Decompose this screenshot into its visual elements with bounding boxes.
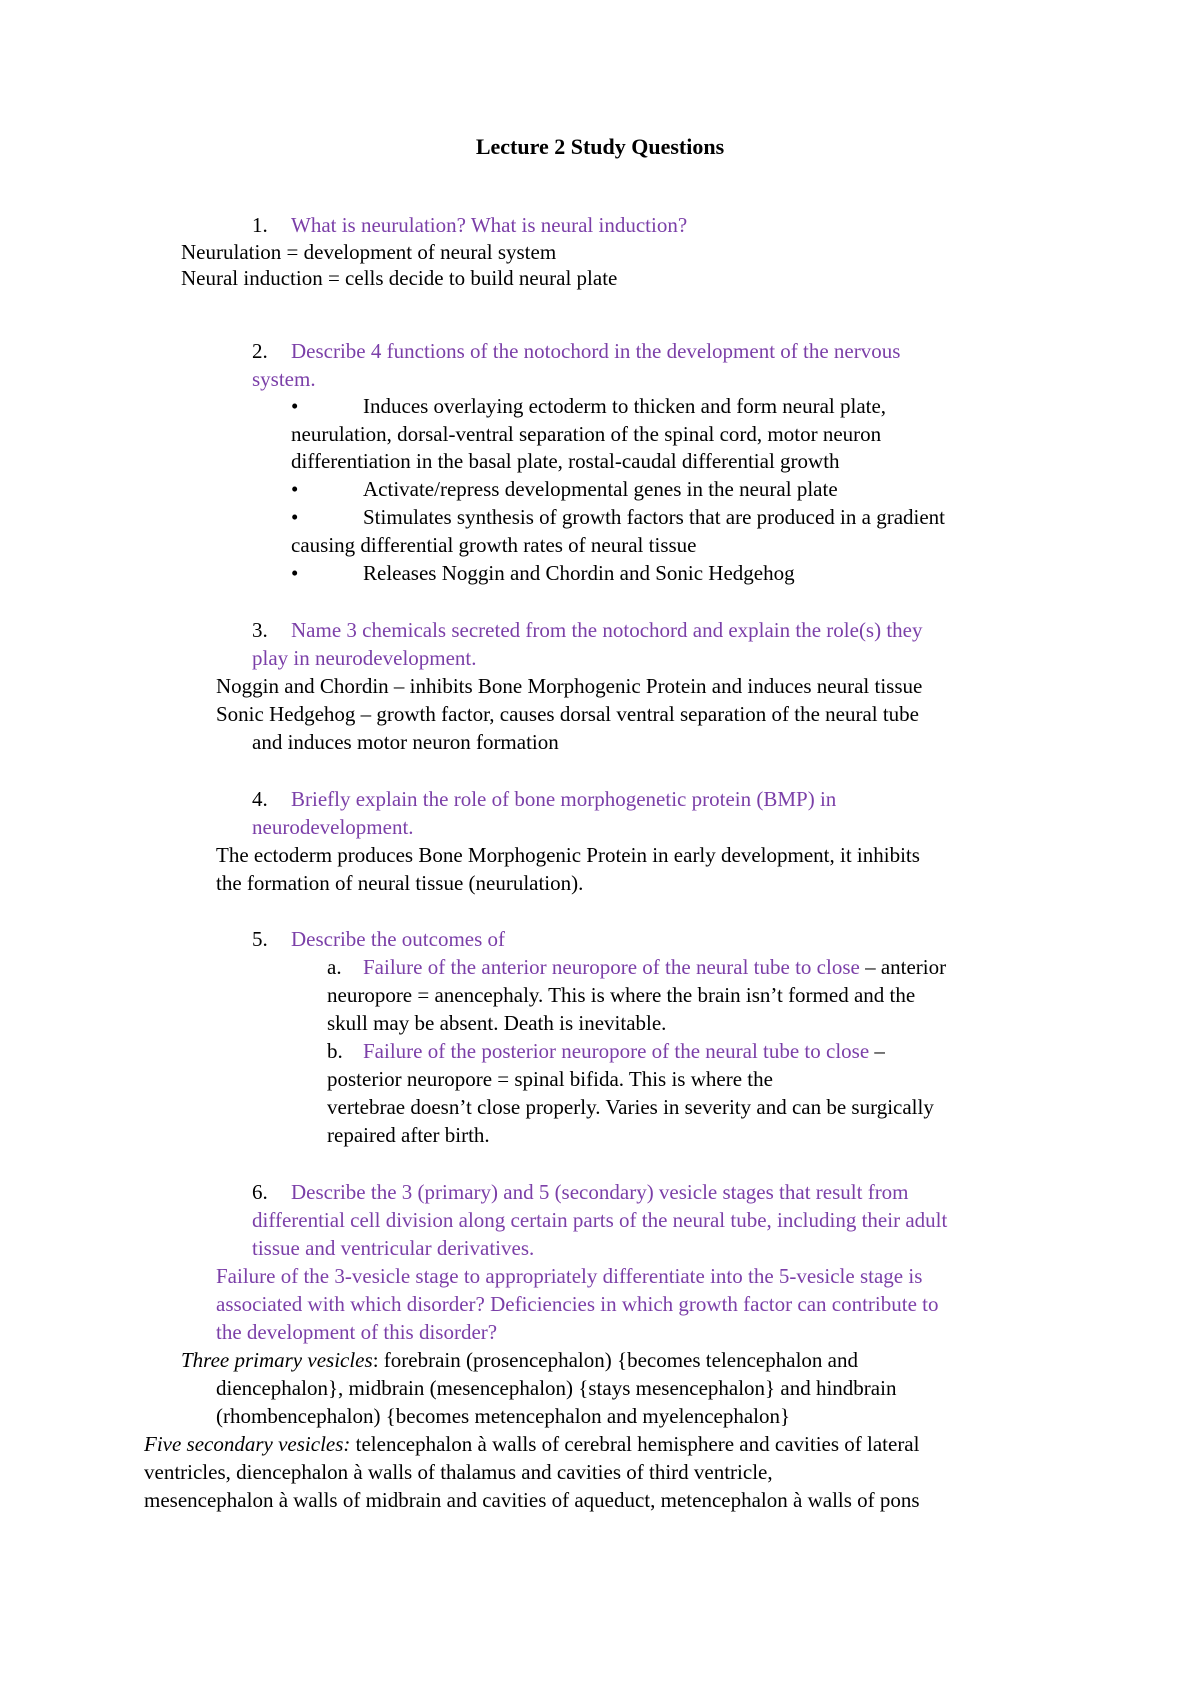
sub-answer-b-line-2: posterior neuropore = spinal bifida. This is where the xyxy=(327,1067,773,1091)
answer-4-line-1: The ectoderm produces Bone Morphogenic Protein in early development, it inhibits xyxy=(216,843,920,867)
question-6-number: 6. xyxy=(252,1180,268,1204)
sub-answer-a-line-3: skull may be absent. Death is inevitable. xyxy=(327,1011,667,1035)
secondary-vesicles-line-1 xyxy=(144,1430,919,1458)
question-3-line-2: play in neurodevelopment. xyxy=(252,646,477,670)
answer-3-line-3: and induces motor neuron formation xyxy=(252,730,559,754)
secondary-vesicles-line-3: mesencephalon à walls of midbrain and cavities of aqueduct, metencephalon à walls of pons xyxy=(144,1488,920,1512)
question-4-number: 4. xyxy=(252,787,268,811)
sub-answer-b-start: – xyxy=(869,1039,885,1063)
sub-question-b: Failure of the posterior neuropore of the neural tube to close xyxy=(363,1039,870,1063)
question-2-number: 2. xyxy=(252,339,268,363)
question-2-line-2: system. xyxy=(252,367,316,391)
bullet-icon: • xyxy=(291,505,299,529)
question-6-line-6: the development of this disorder? xyxy=(216,1320,498,1344)
secondary-vesicles-label: Five secondary vesicles: xyxy=(144,1432,351,1456)
question-5: Describe the outcomes of xyxy=(291,927,506,951)
sub-question-a-label: a. xyxy=(327,955,342,979)
question-2-line-1: Describe 4 functions of the notochord in the development of the nervous xyxy=(291,339,901,363)
primary-vesicles-label: Three primary vesicles xyxy=(181,1348,373,1372)
question-6-line-5: associated with which disorder? Deficiencies in which growth factor can contribute to xyxy=(216,1292,939,1316)
sub-answer-b-line-4: repaired after birth. xyxy=(327,1123,490,1147)
function-1-line-3: differentiation in the basal plate, rostal-caudal differential growth xyxy=(291,449,840,473)
question-3-number: 3. xyxy=(252,618,268,642)
sub-question-a-line-1 xyxy=(363,953,946,981)
answer-1-line-2: Neural induction = cells decide to build neural plate xyxy=(181,266,618,290)
function-3-line-1: Stimulates synthesis of growth factors that are produced in a gradient xyxy=(363,505,946,529)
question-5-number: 5. xyxy=(252,927,268,951)
primary-vesicles-line-3: (rhombencephalon) {becomes metencephalon and myelencephalon} xyxy=(216,1404,791,1428)
bullet-icon: • xyxy=(291,394,299,418)
primary-vesicles-line-2: diencephalon}, midbrain (mesencephalon) {stays mesencephalon} and hindbrain xyxy=(216,1376,897,1400)
question-4-line-1: Briefly explain the role of bone morphogenetic protein (BMP) in xyxy=(291,787,837,811)
question-4-line-2: neurodevelopment. xyxy=(252,815,414,839)
answer-3-line-2: Sonic Hedgehog – growth factor, causes dorsal ventral separation of the neural tube xyxy=(216,702,920,726)
question-3-line-1: Name 3 chemicals secreted from the notochord and explain the role(s) they xyxy=(291,618,923,642)
sub-answer-a-line-2: neuropore = anencephaly. This is where the brain isn’t formed and the xyxy=(327,983,916,1007)
question-6-line-1: Describe the 3 (primary) and 5 (secondary) vesicle stages that result from xyxy=(291,1180,909,1204)
question-6-line-2: differential cell division along certain parts of the neural tube, including their adult xyxy=(252,1208,948,1232)
primary-vesicles-line-1 xyxy=(181,1346,858,1374)
function-3-line-2: causing differential growth rates of neural tissue xyxy=(291,533,697,557)
answer-4-line-2: the formation of neural tissue (neurulation). xyxy=(216,871,584,895)
sub-answer-b-line-3: vertebrae doesn’t close properly. Varies in severity and can be surgically xyxy=(327,1095,934,1119)
answer-1-line-1: Neurulation = development of neural system xyxy=(181,240,557,264)
function-2: Activate/repress developmental genes in the neural plate xyxy=(363,477,838,501)
primary-vesicles-text: : forebrain (prosencephalon) {becomes telencephalon and xyxy=(372,1348,858,1372)
function-1-line-2: neurulation, dorsal-ventral separation of the spinal cord, motor neuron xyxy=(291,422,882,446)
question-1-number: 1. xyxy=(252,213,268,237)
page-title: Lecture 2 Study Questions xyxy=(475,134,725,159)
function-1-line-1: Induces overlaying ectoderm to thicken and form neural plate, xyxy=(363,394,887,418)
question-6-line-4: Failure of the 3-vesicle stage to appropriately differentiate into the 5-vesicle stage is xyxy=(216,1264,923,1288)
function-4: Releases Noggin and Chordin and Sonic Hedgehog xyxy=(363,561,795,585)
sub-question-a: Failure of the anterior neuropore of the neural tube to close xyxy=(363,955,860,979)
question-6-line-3: tissue and ventricular derivatives. xyxy=(252,1236,535,1260)
bullet-icon: • xyxy=(291,477,299,501)
secondary-vesicles-line-2: ventricles, diencephalon à walls of thalamus and cavities of third ventricle, xyxy=(144,1460,773,1484)
answer-3-line-1: Noggin and Chordin – inhibits Bone Morphogenic Protein and induces neural tissue xyxy=(216,674,923,698)
sub-question-b-line-1 xyxy=(363,1037,885,1065)
sub-question-b-label: b. xyxy=(327,1039,343,1063)
secondary-vesicles-text: telencephalon à walls of cerebral hemisphere and cavities of lateral xyxy=(350,1432,920,1456)
sub-answer-a-start: – anterior xyxy=(859,955,947,979)
bullet-icon: • xyxy=(291,561,299,585)
question-1: What is neurulation? What is neural induction? xyxy=(291,213,688,237)
